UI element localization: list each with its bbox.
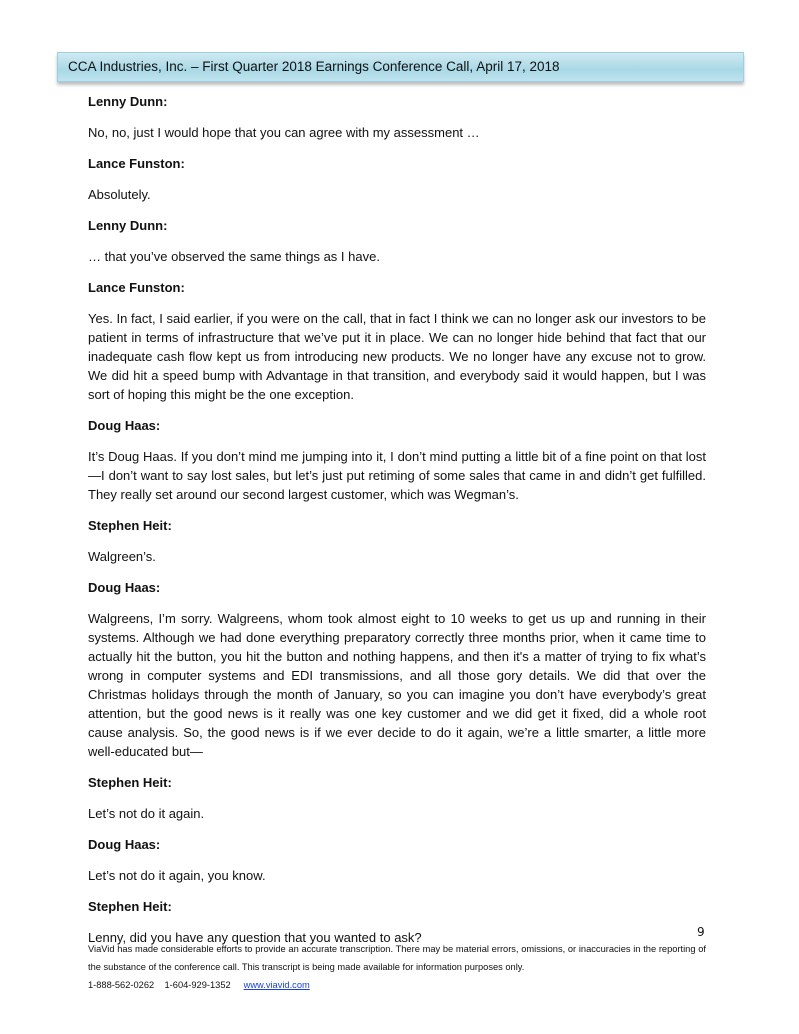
speaker-name: Stephen Heit:: [88, 518, 172, 533]
speaker-name: Doug Haas:: [88, 418, 161, 433]
speaker-name: Lance Funston:: [88, 280, 185, 295]
transcript: [88, 92, 706, 959]
speaker-name: Doug Haas:: [88, 837, 161, 852]
speech-text: Yes. In fact, I said earlier, if you were on the call, that in fact I think we can no longer ask our investors to be patient in terms of infrastructure that we’ve put it in place. We can no longer hide behind that fact that our inadequate cash flow kept us from introducing new products. We no longer have any excuse not to grow. We did hit a speed bump with Advantage in that transition, and everybody said it would happen, but I was sort of hoping this might be the one exception.: [88, 311, 706, 402]
header-title: CCA Industries, Inc. – First Quarter 2018 Earnings Conference Call, April 17, 2018: [68, 59, 560, 74]
disclaimer: ViaVid has made considerable efforts to provide an accurate transcription. There may be material errors, omissions, or inaccuracies in the reporting of the substance of the conference call. This transcript is being made available for information purposes only.: [88, 944, 706, 972]
speaker-name: Doug Haas:: [88, 580, 161, 595]
speaker-name: Lance Funston:: [88, 156, 185, 171]
phone-2: 1-604-929-1352: [164, 980, 231, 990]
contact-line: [88, 976, 706, 994]
speaker-name: Lenny Dunn:: [88, 218, 168, 233]
speech-text: Walgreen’s.: [88, 549, 156, 564]
speaker-name: Stephen Heit:: [88, 775, 172, 790]
phone-1: 1-888-562-0262: [88, 980, 155, 990]
speech-text: It’s Doug Haas. If you don’t mind me jumping into it, I don’t mind putting a little bit of a fine point on that lost—I don’t want to say lost sales, but let’s just put retiming of some sales that came in and didn’t get fulfilled. They really set around our second largest customer, which was Wegman’s.: [88, 449, 706, 502]
speech-text: … that you’ve observed the same things as I have.: [88, 249, 380, 264]
page-number: 9: [697, 925, 705, 939]
speech-text: Lenny, did you have any question that you wanted to ask?: [88, 930, 422, 945]
speech-text: Let’s not do it again, you know.: [88, 868, 266, 883]
footer: [88, 940, 706, 994]
header-banner: [57, 52, 744, 82]
speech-text: Walgreens, I’m sorry. Walgreens, whom took almost eight to 10 weeks to get us up and running in their systems. Although we had done everything preparatory correctly three months prior, when it came time to actually hit the button, you hit the button and nothing happens, and then it's a matter of trying to fix what’s wrong in computer systems and EDI transmissions, and all those gory details. We did that over the Christmas holidays through the month of January, so you can imagine you don’t have everybody’s great attention, but the good news is it really was one key customer and we did get it fixed, did a whole root cause analysis. So, the good news is if we ever decide to do it again, we’re a little smarter, a little more well-educated but—: [88, 611, 706, 759]
speech-text: Let’s not do it again.: [88, 806, 205, 821]
speaker-name: Stephen Heit:: [88, 899, 172, 914]
speech-text: Absolutely.: [88, 187, 151, 202]
viavid-link[interactable]: www.viavid.com: [243, 980, 310, 990]
speech-text: No, no, just I would hope that you can agree with my assessment …: [88, 125, 480, 140]
speaker-name: Lenny Dunn:: [88, 94, 168, 109]
